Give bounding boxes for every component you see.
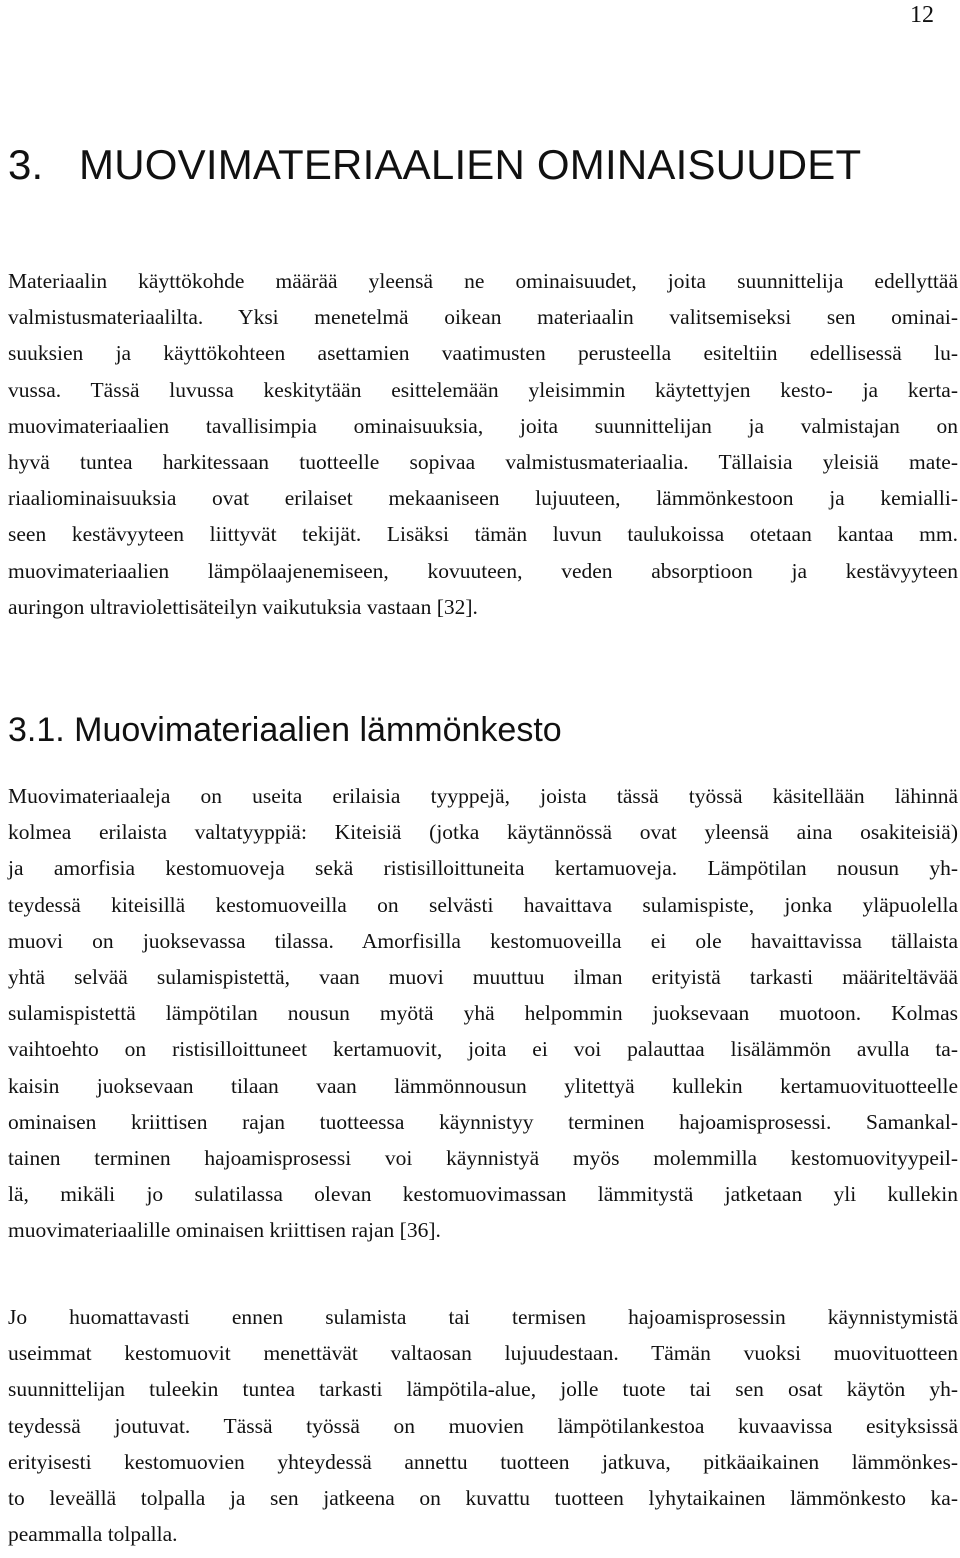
text-line: lä, mikäli jo sulatilassa olevan kestomuovimassan lämmitystä jatketaan yli kullekin: [8, 1182, 958, 1207]
text-line: Muovimateriaaleja on useita erilaisia tyyppejä, joista tässä työssä käsitellään lähinnä: [8, 784, 958, 808]
text-line: suunnittelijan tuleekin tuntea tarkasti lämpötila-alue, jolle tuote tai sen osat käytön yh-: [8, 1377, 958, 1402]
text-line: Jo huomattavasti ennen sulamista tai termisen hajoamisprosessin käynnistymistä: [8, 1305, 958, 1329]
text-line: teydessä kiteisillä kestomuoveilla on selvästi havaittava sulamispiste, jonka yläpuolella: [8, 892, 958, 917]
paragraph-plastic-types: [8, 778, 958, 1249]
paragraph-intro: [8, 263, 958, 625]
text-line: suuksien ja käyttökohteen asettamien vaatimusten perusteella esiteltiin edellisessä lu-: [8, 341, 958, 366]
text-line: vaihtoehto on ristisilloittuneet kertamuovit, joita ei voi palauttaa lisälämmön avulla ta-: [8, 1037, 958, 1062]
text-line: erityisesti kestomuovien yhteydessä annettu tuotteen jatkuva, pitkäaikainen lämmönkes-: [8, 1449, 958, 1474]
chapter-title: 3. MUOVIMATERIAALIEN OMINAISUUDET: [8, 141, 862, 188]
paragraph-strength-loss: [8, 1299, 958, 1552]
page-number: 12: [910, 2, 934, 28]
section-title: 3.1. Muovimateriaalien lämmönkesto: [8, 711, 562, 749]
text-line: useimmat kestomuovit menettävät valtaosan lujuudestaan. Tämän vuoksi muovituotteen: [8, 1341, 958, 1366]
text-line: hyvä tuntea harkitessaan tuotteelle sopivaa valmistusmateriaalia. Tällaisia yleisiä mate-: [8, 450, 958, 475]
text-line: to leveällä tolpalla ja sen jatkeena on kuvattu tuotteen lyhytaikainen lämmönkesto ka-: [8, 1486, 958, 1511]
text-line: teydessä joutuvat. Tässä työssä on muovien lämpötilankestoa kuvaavissa esityksissä: [8, 1413, 958, 1438]
text-line: muovi on juoksevassa tilassa. Amorfisilla kestomuoveilla ei ole havaittavissa tällaista: [8, 928, 958, 953]
text-line: ominaisen kriittisen rajan tuotteessa käynnistyy terminen hajoamisprosessi. Samankal-: [8, 1109, 958, 1134]
text-line: muovimateriaalille ominaisen kriittisen rajan [36].: [8, 1218, 441, 1243]
text-line: auringon ultraviolettisäteilyn vaikutuksia vastaan [32].: [8, 594, 478, 619]
text-line: muovimateriaalien tavallisimpia ominaisuuksia, joita suunnittelijan ja valmistajan on: [8, 413, 958, 438]
text-line: kolmea erilaista valtatyyppiä: Kiteisiä (jotka käytännössä ovat yleensä aina osakiteisiä): [8, 820, 958, 845]
text-line: sulamispistettä lämpötilan nousun myötä yhä helpommin juoksevaan muotoon. Kolmas: [8, 1001, 958, 1026]
text-line: Materiaalin käyttökohde määrää yleensä ne ominaisuudet, joita suunnittelija edellyttää: [8, 269, 958, 293]
text-line: vussa. Tässä luvussa keskitytään esittelemään yleisimmin käytettyjen kesto- ja kerta-: [8, 377, 958, 402]
text-line: valmistusmateriaalilta. Yksi menetelmä oikean materiaalin valitsemiseksi sen ominai-: [8, 305, 958, 330]
text-line: tainen terminen hajoamisprosessi voi käynnistyä myös molemmilla kestomuovityypeil-: [8, 1146, 958, 1171]
text-line: muovimateriaalien lämpölaajenemiseen, kovuuteen, veden absorptioon ja kestävyyteen: [8, 558, 958, 583]
text-line: peammalla tolpalla.: [8, 1522, 178, 1547]
text-line: ja amorfisia kestomuoveja sekä ristisilloittuneita kertamuoveja. Lämpötilan nousun yh-: [8, 856, 958, 881]
text-line: kaisin juoksevaan tilaan vaan lämmönnousun ylitettyä kullekin kertamuovituotteelle: [8, 1073, 958, 1098]
text-line: riaaliominaisuuksia ovat erilaiset mekaaniseen lujuuteen, lämmönkestoon ja kemialli-: [8, 486, 958, 511]
text-line: seen kestävyyteen liittyvät tekijät. Lisäksi tämän luvun taulukoissa otetaan kantaa mm.: [8, 522, 958, 547]
text-line: yhtä selvää sulamispistettä, vaan muovi muuttuu ilman erityistä tarkasti määriteltävää: [8, 965, 958, 990]
